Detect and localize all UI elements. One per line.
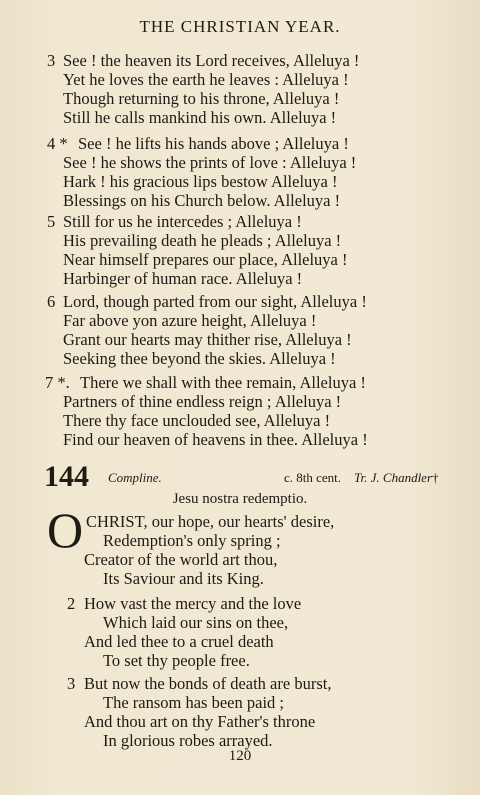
- verse-line: Yet he loves the earth he leaves : Alleluya !: [63, 70, 349, 89]
- verse-line: There thy face unclouded see, Alleluya !: [63, 411, 331, 430]
- latin-title: Jesu nostra redemptio.: [172, 491, 308, 507]
- drop-cap: O: [47, 502, 84, 558]
- hymn-line: Which laid our sins on thee,: [103, 613, 289, 632]
- hymn-line: The ransom has been paid ;: [103, 693, 284, 712]
- hymn-line: And led thee to a cruel death: [84, 632, 274, 651]
- verse-line: Seeking thee beyond the skies. Alleluya !: [63, 349, 336, 368]
- hymn-line: In glorious robes arrayed.: [103, 731, 273, 750]
- hymn-translator-text: Tr. J. Chandler: [354, 470, 433, 485]
- verse-number: 6: [47, 292, 56, 311]
- hymn-line: CHRIST, our hope, our hearts' desire,: [86, 512, 335, 531]
- verse-line: Hark ! his gracious lips bestow Alleluya !: [63, 172, 338, 191]
- verse-line: See ! he lifts his hands above ; Alleluya !: [78, 134, 349, 153]
- verse-number: 3: [67, 674, 76, 693]
- hymn-translator: [354, 470, 439, 486]
- verse-line: Still he calls mankind his own. Alleluya !: [63, 108, 337, 127]
- verse-number: 2: [67, 594, 76, 613]
- running-head: THE CHRISTIAN YEAR.: [139, 17, 341, 36]
- hymn-line: Redemption's only spring ;: [103, 531, 281, 550]
- hymn-occasion-text: Compline.: [108, 470, 162, 485]
- verse-line: Far above yon azure height, Alleluya !: [63, 311, 317, 330]
- verse-line: Still for us he intercedes ; Alleluya !: [63, 212, 302, 231]
- verse-number: 3: [47, 51, 56, 70]
- verse-line: Lord, though parted from our sight, Alleluya !: [63, 292, 367, 311]
- verse-line: Though returning to his throne, Alleluya !: [63, 89, 340, 108]
- verse-number: 7 *.: [45, 373, 70, 392]
- page-number: 120: [228, 748, 252, 764]
- verse-line: Find our heaven of heavens in thee. Alleluya !: [63, 430, 368, 449]
- verse-line: Partners of thine endless reign ; Alleluya !: [63, 392, 342, 411]
- verse-line: Blessings on his Church below. Alleluya !: [63, 191, 341, 210]
- verse-line: See ! the heaven its Lord receives, Alleluya !: [63, 51, 360, 70]
- verse-line: His prevailing death he pleads ; Alleluya !: [63, 231, 342, 250]
- hymn-date: c. 8th cent.: [284, 470, 342, 485]
- hymn-occasion: [108, 470, 162, 486]
- dagger-mark: †: [432, 470, 439, 485]
- hymn-line: And thou art on thy Father's throne: [84, 712, 316, 731]
- verse-line: Near himself prepares our place, Alleluya !: [63, 250, 348, 269]
- verse-line: There we shall with thee remain, Alleluya !: [80, 373, 366, 392]
- hymn-line: How vast the mercy and the love: [84, 594, 302, 613]
- hymn-line: Its Saviour and its King.: [103, 569, 264, 588]
- verse-number: 4 *: [47, 134, 68, 153]
- hymn-line: To set thy people free.: [103, 651, 250, 670]
- verse-line: Grant our hearts may thither rise, Alleluya !: [63, 330, 352, 349]
- verse-line: Harbinger of human race. Alleluya !: [63, 269, 303, 288]
- hymn-line: But now the bonds of death are burst,: [84, 674, 332, 693]
- hymn-number: 144: [44, 460, 89, 493]
- verse-line: See ! he shows the prints of love : Alleluya !: [63, 153, 357, 172]
- hymn-line: Creator of the world art thou,: [84, 550, 278, 569]
- verse-number: 5: [47, 212, 56, 231]
